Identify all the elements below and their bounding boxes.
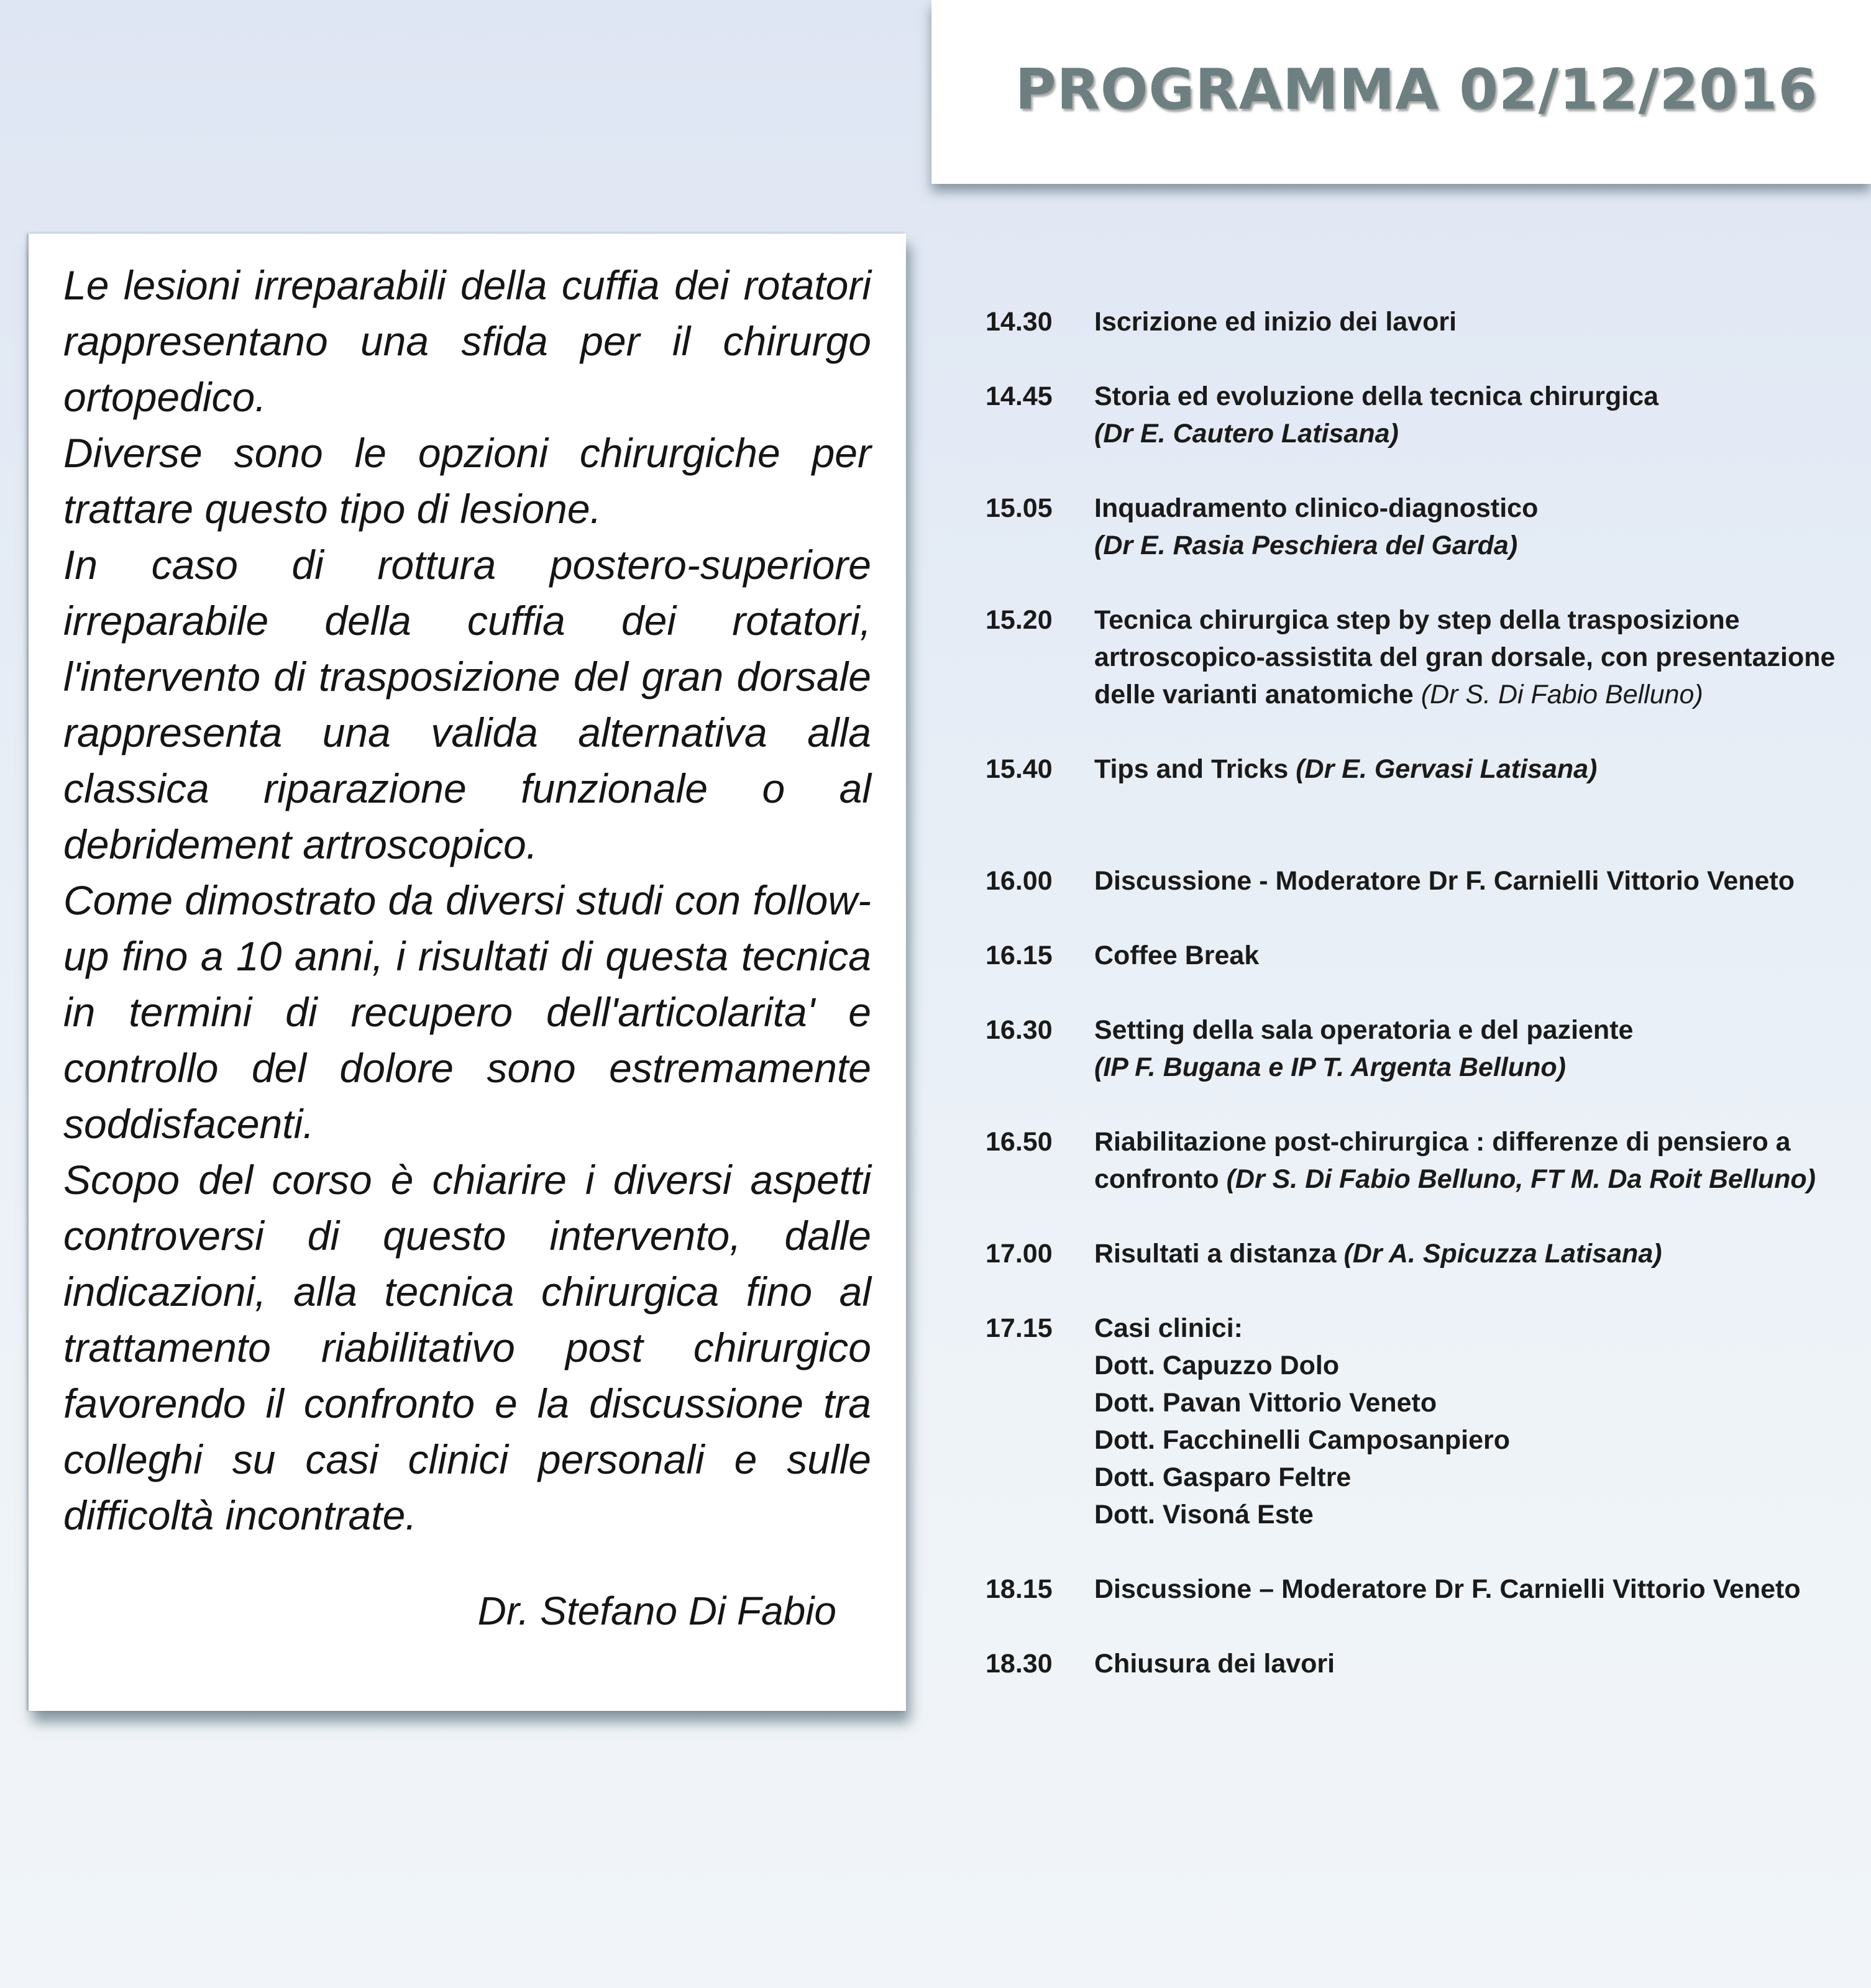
intro-paragraph: Le lesioni irreparabili della cuffia dei rotatori rappresentano una sfida per il chirurgo ortopedico. xyxy=(63,262,871,420)
programme-topic: Discussione – Moderatore Dr F. Carnielli Vittorio Veneto xyxy=(1094,1574,1801,1604)
programme-time: 14.45 xyxy=(986,381,1053,411)
programme-topic: Setting della sala operatoria e del paziente xyxy=(1094,1015,1634,1045)
programme-time: 17.00 xyxy=(986,1239,1053,1269)
programme-speaker: (Dr S. Di Fabio Belluno) xyxy=(1420,680,1703,709)
programme-time: 14.30 xyxy=(986,307,1053,337)
programme-topic: artroscopico-assistita del gran dorsale, con presentazione xyxy=(1094,642,1836,672)
programme-time: 18.30 xyxy=(986,1649,1053,1679)
programme-speaker: (Dr A. Spicuzza Latisana) xyxy=(1343,1239,1662,1269)
programme-topic: Iscrizione ed inizio dei lavori xyxy=(1094,307,1457,337)
intro-paragraph: Scopo del corso è chiarire i diversi aspetti controversi di questo intervento, dalle indicazioni, alla tecnica chirurgica fino al trattamento riabilitativo post chirurgico favorendo il confronto e la discussione tra colleghi su casi clinici personali e sulle difficoltà incontrate. xyxy=(63,1157,871,1538)
programme-time: 16.00 xyxy=(986,866,1053,896)
programme-time: 15.20 xyxy=(986,605,1053,635)
programme-topic: Storia ed evoluzione della tecnica chirurgica xyxy=(1094,381,1659,411)
programme-time: 18.15 xyxy=(986,1574,1053,1604)
programme-topic: Casi clinici: xyxy=(1094,1313,1243,1343)
programme-topic: Inquadramento clinico-diagnostico xyxy=(1094,493,1539,523)
signature: Dr. Stefano Di Fabio xyxy=(477,1589,836,1633)
intro-paragraph: Diverse sono le opzioni chirurgiche per trattare questo tipo di lesione. xyxy=(63,430,871,532)
case-presenter: Dott. Capuzzo Dolo xyxy=(1094,1351,1340,1380)
programme-time: 15.40 xyxy=(986,754,1053,784)
programme-speaker: (Dr E. Cautero Latisana) xyxy=(1094,419,1399,449)
programme-title: PROGRAMMA 02/12/2016 xyxy=(1015,57,1818,122)
case-presenter: Dott. Facchinelli Camposanpiero xyxy=(1094,1425,1510,1455)
programme-time: 17.15 xyxy=(986,1313,1053,1343)
programme-time: 16.30 xyxy=(986,1015,1053,1045)
programme-time: 16.50 xyxy=(986,1127,1053,1157)
programme-topic: Tecnica chirurgica step by step della trasposizione xyxy=(1094,605,1740,635)
programme-speaker: (Dr E. Rasia Peschiera del Garda) xyxy=(1094,531,1518,560)
programme-topic: Discussione - Moderatore Dr F. Carnielli Vittorio Veneto xyxy=(1094,866,1795,896)
intro-paragraph: Come dimostrato da diversi studi con follow-up fino a 10 anni, i risultati di questa tecnica in termini di recupero dell'articolarita' e controllo del dolore sono estremamente soddisfacenti. xyxy=(63,877,871,1147)
case-presenter: Dott. Visoná Este xyxy=(1094,1500,1314,1530)
programme-time: 16.15 xyxy=(986,941,1053,970)
programme-topic: Tips and Tricks xyxy=(1094,754,1289,784)
case-presenter: Dott. Gasparo Feltre xyxy=(1094,1462,1352,1492)
programme-speaker: (Dr E. Gervasi Latisana) xyxy=(1296,754,1598,784)
intro-paragraph: In caso di rottura postero-superiore irreparabile della cuffia dei rotatori, l'intervento di trasposizione del gran dorsale rappresenta una valida alternativa alla classica riparazione funzionale o al debridement artroscopico. xyxy=(63,542,871,867)
programme-topic: confronto xyxy=(1094,1164,1219,1194)
programme-speaker: (IP F. Bugana e IP T. Argenta Belluno) xyxy=(1094,1052,1566,1082)
intro-text xyxy=(63,257,871,1543)
programme-topic: Coffee Break xyxy=(1094,941,1260,970)
programme-topic: Riabilitazione post-chirurgica : differenze di pensiero a xyxy=(1094,1127,1791,1157)
case-presenter: Dott. Pavan Vittorio Veneto xyxy=(1094,1388,1437,1418)
title-box xyxy=(931,0,1871,184)
programme-topic: Chiusura dei lavori xyxy=(1094,1649,1335,1679)
intro-panel xyxy=(29,234,906,1711)
programme-topic: Risultati a distanza xyxy=(1094,1239,1337,1269)
programme-topic: delle varianti anatomiche xyxy=(1094,680,1414,709)
programme-time: 15.05 xyxy=(986,493,1053,523)
programme-speaker: (Dr S. Di Fabio Belluno, FT M. Da Roit Belluno) xyxy=(1226,1164,1816,1194)
